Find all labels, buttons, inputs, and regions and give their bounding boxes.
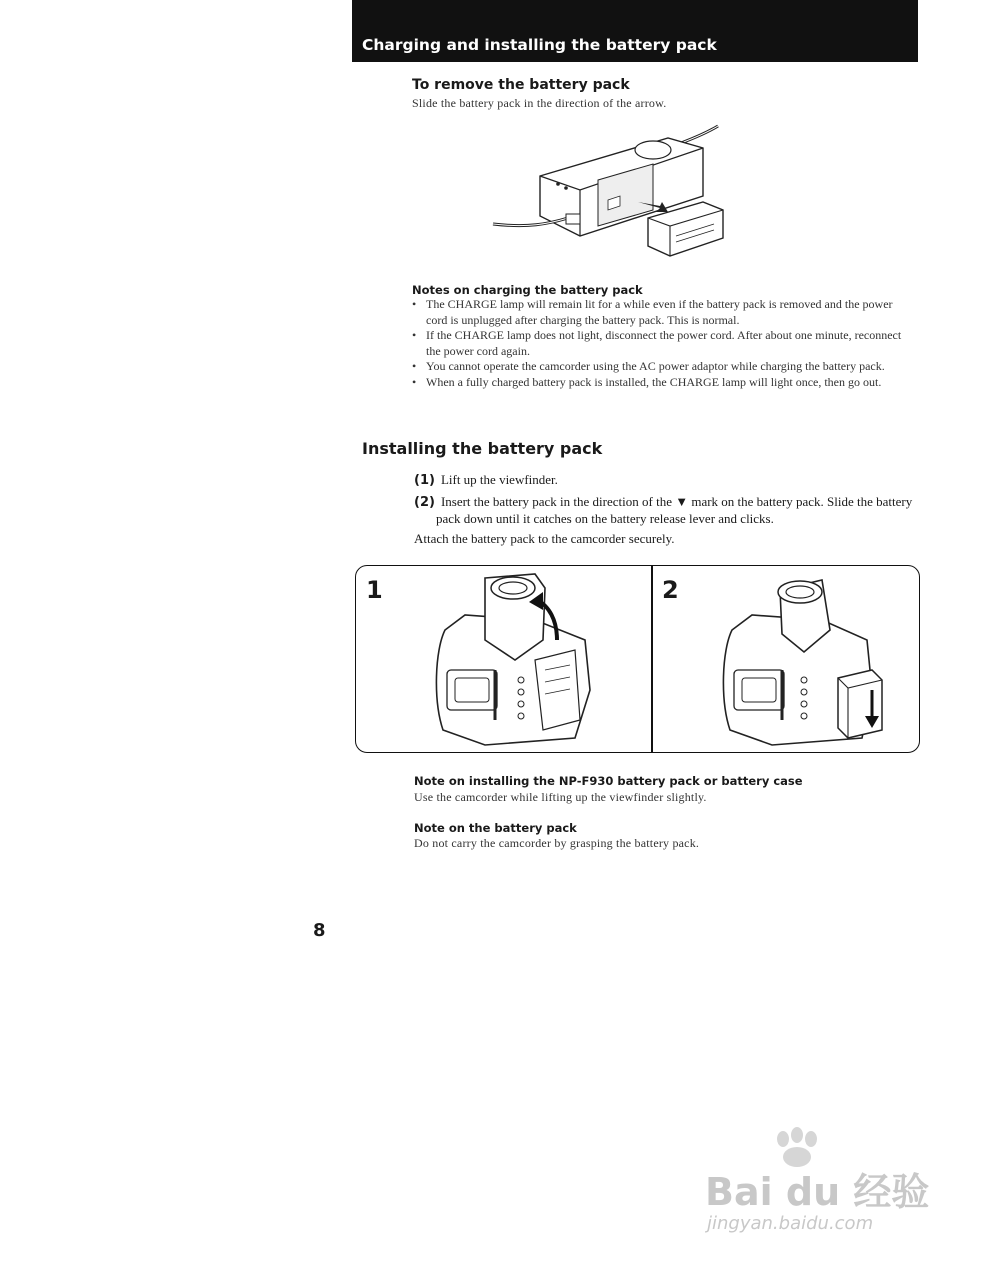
step-number: (2) bbox=[414, 495, 435, 510]
step-1 bbox=[414, 472, 918, 489]
figure-divider bbox=[651, 565, 653, 753]
install-section-title: Installing the battery pack bbox=[362, 439, 603, 458]
step-number: (1) bbox=[414, 473, 435, 488]
note-battery-body: Do not carry the camcorder by grasping the battery pack. bbox=[414, 836, 700, 850]
remove-section-title: To remove the battery pack bbox=[412, 77, 630, 93]
watermark-url: jingyan.baidu.com bbox=[707, 1213, 874, 1234]
camcorder-illustration-1 bbox=[425, 570, 600, 748]
page-number: 8 bbox=[313, 920, 326, 941]
notes-charging-title: Notes on charging the battery pack bbox=[412, 283, 643, 297]
list-item: • The CHARGE lamp will remain lit for a while even if the battery pack is removed and the power cord is unplugged after charging the battery pack. This is normal. bbox=[412, 297, 904, 328]
note-battery-title: Note on the battery pack bbox=[414, 821, 577, 835]
list-item: • If the CHARGE lamp does not light, disconnect the power cord. After about one minute, reconnect the power cord again. bbox=[412, 328, 904, 359]
list-item: • You cannot operate the camcorder using the AC power adaptor while charging the battery pack. bbox=[412, 359, 904, 375]
install-after-text: Attach the battery pack to the camcorder securely. bbox=[414, 531, 675, 546]
step-text: Insert the battery pack in the direction of the ▼ mark on the battery pack. Slide the battery pack down until it catches on the battery release lever and clicks. bbox=[436, 494, 913, 526]
panel-2-number: 2 bbox=[662, 576, 679, 604]
camcorder-illustration-2 bbox=[712, 570, 892, 748]
charger-illustration bbox=[488, 118, 728, 273]
panel-1-number: 1 bbox=[366, 576, 383, 604]
remove-section-body: Slide the battery pack in the direction of the arrow. bbox=[412, 96, 667, 110]
step-text: Lift up the viewfinder. bbox=[440, 472, 558, 487]
page-title: Charging and installing the battery pack bbox=[362, 36, 717, 54]
watermark-brand: Bai du 经验 bbox=[705, 1170, 930, 1214]
step-2 bbox=[414, 494, 918, 527]
install-steps bbox=[414, 472, 918, 527]
list-item: • When a fully charged battery pack is installed, the CHARGE lamp will light once, then go out. bbox=[412, 375, 904, 391]
notes-charging-list bbox=[412, 297, 904, 390]
note-npf930-body: Use the camcorder while lifting up the viewfinder slightly. bbox=[414, 790, 707, 804]
note-npf930-title: Note on installing the NP-F930 battery pack or battery case bbox=[414, 774, 803, 788]
